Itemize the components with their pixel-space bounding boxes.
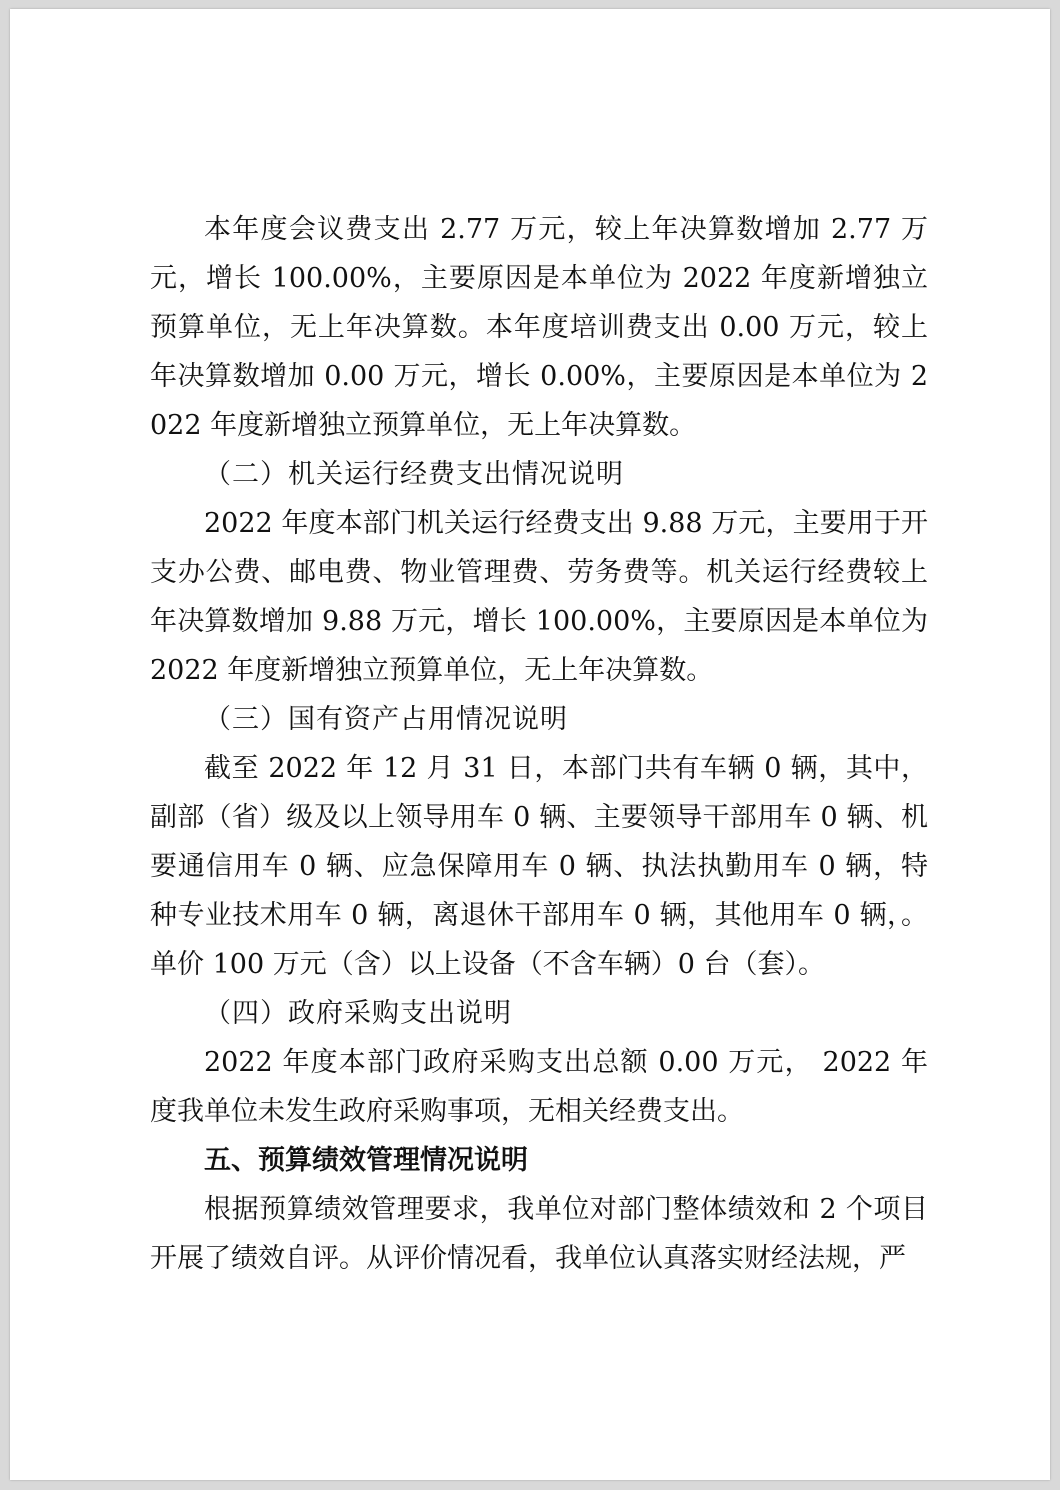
paragraph-government-procurement: 2022 年度本部门政府采购支出总额 0.00 万元， 2022 年度我单位未发生政府采购事项，无相关经费支出。 [150, 1047, 928, 1127]
subheading-operating-expenses: （二）机关运行经费支出情况说明 [204, 459, 624, 490]
paragraph-operating-expenses: 2022 年度本部门机关运行经费支出 9.88 万元，主要用于开支办公费、邮电费、物业管理费、劳务费等。机关运行经费较上年决算数增加 9.88 万元，增长 100.00%，主要原因是本单位为 2022 年度新增独立预算单位，无上年决算数。 [150, 508, 928, 686]
section-heading-performance-management: 五、预算绩效管理情况说明 [204, 1145, 528, 1176]
subheading-state-assets: （三）国有资产占用情况说明 [204, 704, 568, 735]
subheading-government-procurement: （四）政府采购支出说明 [204, 998, 512, 1029]
paragraph-meeting-training-fees: 本年度会议费支出 2.77 万元，较上年决算数增加 2.77 万元，增长 100.00%，主要原因是本单位为 2022 年度新增独立预算单位，无上年决算数。本年度培训费支出 0.00 万元，较上年决算数增加 0.00 万元，增长 0.00%，主要原因是本单位为 2022 年度新增独立预算单位，无上年决算数。 [150, 214, 928, 441]
document-body [150, 205, 928, 1283]
paragraph-performance-management: 根据预算绩效管理要求，我单位对部门整体绩效和 2 个项目开展了绩效自评。从评价情况看，我单位认真落实财经法规，严 [150, 1194, 928, 1274]
document-page [10, 9, 1050, 1480]
paragraph-state-assets: 截至 2022 年 12 月 31 日，本部门共有车辆 0 辆，其中，副部（省）级及以上领导用车 0 辆、主要领导干部用车 0 辆、机要通信用车 0 辆、应急保障用车 0 辆、执法执勤用车 0 辆，特种专业技术用车 0 辆，离退休干部用车 0 辆，其他用车 0 辆，。单价 100 万元（含）以上设备（不含车辆）0 台（套）。 [150, 753, 928, 980]
